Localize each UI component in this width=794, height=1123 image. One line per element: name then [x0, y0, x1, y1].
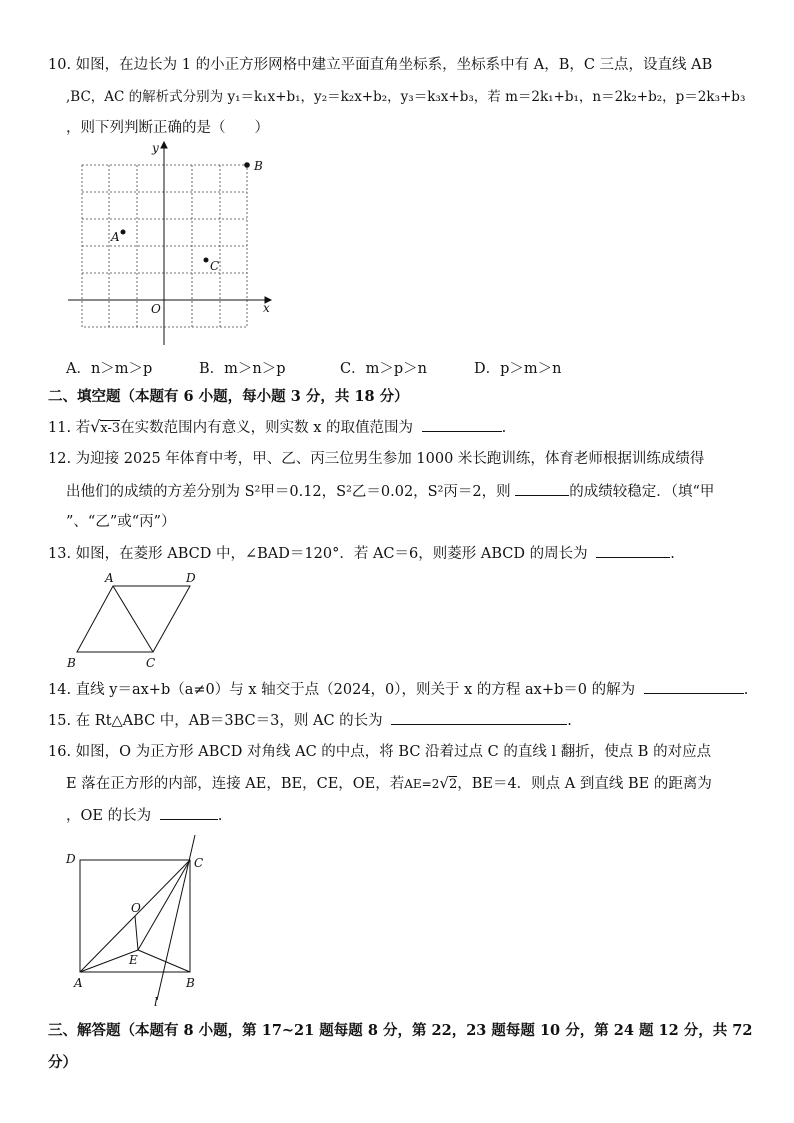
q16-text-3: ，OE 的长为	[66, 808, 152, 824]
q10-grid-figure	[60, 140, 280, 350]
y-axis-label: y	[152, 141, 159, 155]
square-label-d: D	[66, 852, 76, 866]
q10-text-3: ，则下列判断正确的是（ ）	[66, 120, 269, 136]
square-label-a: A	[74, 976, 83, 990]
rhombus-label-c: C	[146, 656, 156, 670]
origin-label: O	[151, 302, 161, 316]
q11-radicand: x-3	[100, 421, 121, 436]
label-c: C	[210, 259, 220, 273]
square-label-e: E	[129, 953, 138, 967]
q10-option-b: B．m＞n＞p	[199, 361, 286, 377]
q11-number: 11.	[48, 420, 72, 436]
q10-line-1	[48, 55, 712, 75]
square-label-c: C	[194, 856, 204, 870]
q16-text-2-post: ，BE＝4．则点 A 到直线 BE 的距离为	[457, 776, 712, 792]
q11-line	[48, 417, 506, 439]
q14-end: .	[743, 682, 749, 698]
q14-number: 14.	[48, 682, 72, 698]
q16-radicand: 2	[448, 777, 458, 792]
q10-text-2: ,BC，AC 的解析式分别为 y₁＝k₁x+b₁，y₂＝k₂x+b₂，y₃＝k₃x+b₃，若 m＝2k₁+b₁，n＝2k₂+b₂，p＝2k₃+b₃	[66, 89, 746, 105]
q14-answer-blank[interactable]	[644, 679, 744, 694]
q13-end: .	[670, 546, 675, 562]
rhombus-label-d: D	[186, 571, 196, 585]
q13-line	[48, 543, 675, 564]
square-label-b: B	[186, 976, 195, 990]
q12-line-1	[48, 449, 704, 469]
q16-line-2	[66, 773, 712, 795]
q12-text-2a: 出他们的成绩的方差分别为 S²甲＝0.12，S²乙＝0.02，S²丙＝2，则	[66, 484, 511, 500]
q13-answer-blank[interactable]	[596, 543, 670, 558]
square-label-l: l	[154, 995, 158, 1009]
q14-text: 直线 y＝ax+b（a≠0）与 x 轴交于点（2024，0），则关于 x 的方程 ax+b＝0 的解为	[75, 682, 636, 698]
q12-answer-blank[interactable]	[515, 481, 569, 496]
point-a	[121, 230, 126, 235]
q12-line-2	[66, 481, 714, 502]
q11-end: .	[501, 420, 507, 436]
q10-option-d: D．p＞m＞n	[474, 361, 562, 377]
q13-text: 如图，在菱形 ABCD 中，∠BAD＝120°．若 AC＝6，则菱形 ABCD 的周长为	[75, 546, 588, 562]
label-a: A	[111, 230, 120, 244]
q11-post: 在实数范围内有意义，则实数 x 的取值范围为	[120, 420, 414, 436]
rhombus-label-b: B	[67, 656, 76, 670]
q16-end: .	[217, 808, 223, 824]
q15-text: 在 Rt△ABC 中，AB＝3BC＝3，则 AC 的长为	[75, 713, 383, 729]
q12-number: 12.	[48, 451, 72, 467]
q12-text-2b: 的成绩较稳定．（填“甲	[569, 484, 715, 500]
q16-square-figure	[60, 830, 220, 1010]
section-3-heading-2: 分）	[48, 1054, 77, 1071]
q16-answer-blank[interactable]	[160, 805, 218, 820]
q13-rhombus-figure	[60, 568, 210, 673]
q10-text-1: 如图，在边长为 1 的小正方形网格中建立平面直角坐标系，坐标系中有 A，B，C 三点，设直线 AB	[75, 57, 713, 73]
q12-text-1: 为迎接 2025 年体育中考，甲、乙、丙三位男生参加 1000 米长跑训练，体育老师根据训练成绩得	[75, 451, 705, 467]
q12-text-3: ”、“乙”或“丙”）	[66, 514, 176, 530]
x-axis-label: x	[263, 301, 270, 315]
q10-option-c: C．m＞p＞n	[340, 361, 427, 377]
q14-line	[48, 679, 748, 700]
q16-text-2-pre: E 落在正方形的内部，连接 AE，BE，CE，OE，若	[66, 776, 405, 792]
section-2-heading: 二、填空题（本题有 6 小题，每小题 3 分，共 18 分）	[48, 388, 409, 405]
q11-pre: 若	[75, 420, 91, 436]
point-b	[244, 162, 250, 168]
q16-text-1: 如图，O 为正方形 ABCD 对角线 AC 的中点，将 BC 沿着过点 C 的直线 l 翻折，使点 B 的对应点	[75, 744, 712, 760]
q15-answer-blank[interactable]	[391, 710, 567, 725]
label-b: B	[254, 159, 263, 173]
point-c	[204, 258, 209, 263]
section-3-heading-1: 三、解答题（本题有 8 小题，第 17~21 题每题 8 分，第 22，23 题每题 10 分，第 24 题 12 分，共 72	[48, 1022, 753, 1039]
q15-line	[48, 710, 572, 731]
q13-number: 13.	[48, 546, 72, 562]
q10-number: 10.	[48, 57, 72, 73]
q11-sqrt: √x-3	[90, 417, 121, 436]
square-label-o: O	[131, 901, 141, 915]
q10-option-a: A．n＞m＞p	[66, 361, 153, 377]
q15-end: .	[567, 713, 572, 729]
q11-answer-blank[interactable]	[422, 417, 502, 432]
q15-number: 15.	[48, 713, 72, 729]
q16-ae-formula: AE=2	[404, 777, 440, 791]
q16-line-3	[66, 805, 222, 826]
q16-line-1	[48, 742, 711, 762]
q16-sqrt: √2	[439, 774, 458, 792]
rhombus-label-a: A	[105, 571, 114, 585]
q16-number: 16.	[48, 744, 72, 760]
axes	[68, 142, 271, 345]
